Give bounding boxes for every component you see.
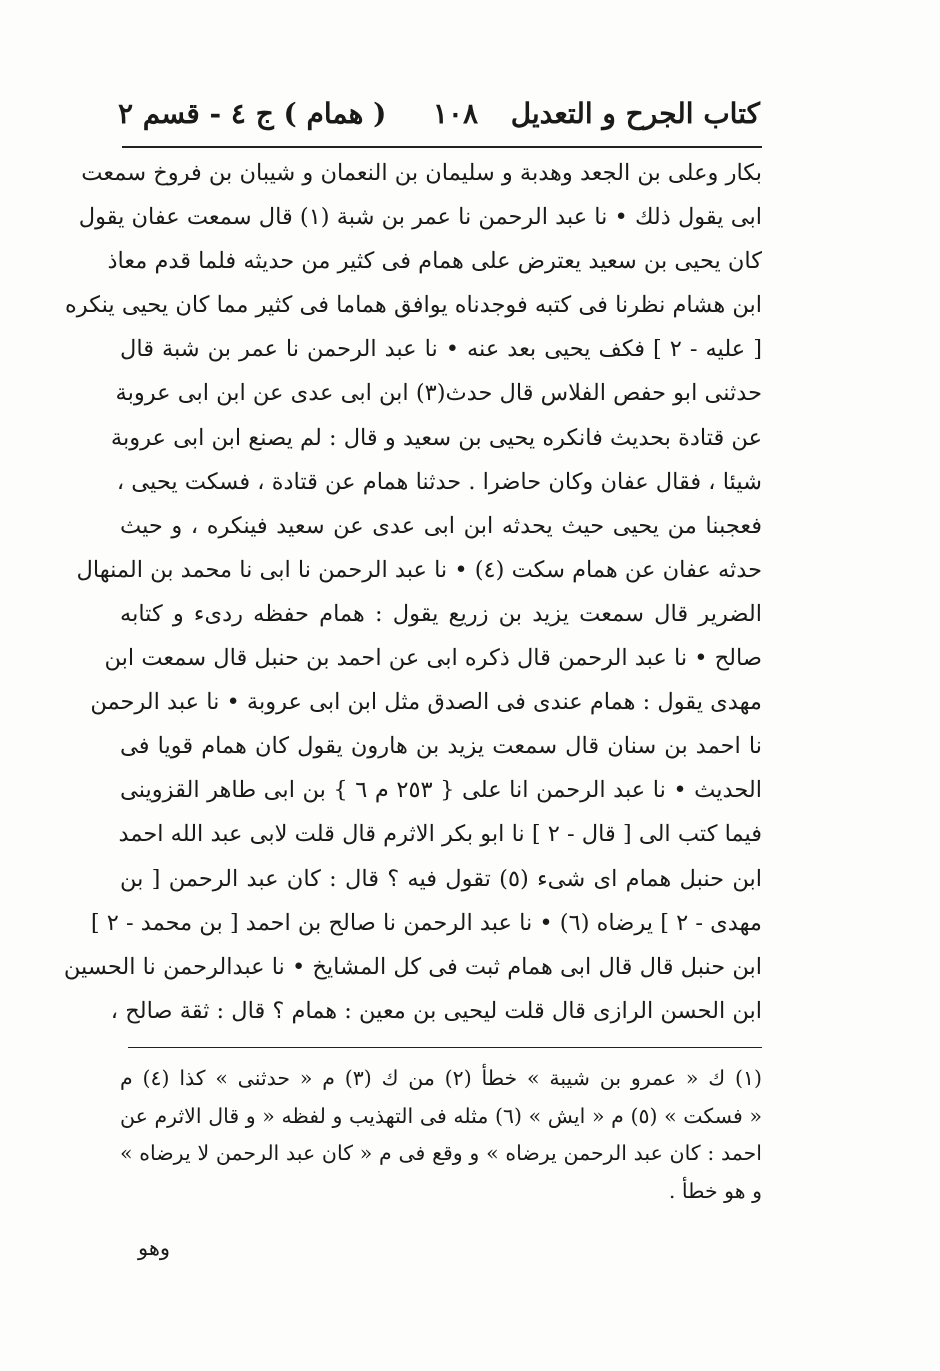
text-line: الضرير قال سمعت يزيد بن زريع يقول : همام حفظه ردىء و كتابه (120, 600, 762, 627)
header-rule (122, 146, 762, 148)
footnotes (120, 1060, 762, 1210)
text-line: ابن الحسن الرازى قال قلت ليحيى بن معين : همام ؟ قال : ثقة صالح ، (110, 997, 762, 1024)
text-line: حدثنى ابو حفص الفلاس قال حدث(٣) ابن ابى عدى عن ابن ابى عروبة (115, 380, 762, 407)
footnote-rule (128, 1047, 762, 1048)
text-line: ابى يقول ذلك • نا عبد الرحمن نا عمر بن شبة (١) قال سمعت عفان يقول (78, 204, 762, 231)
text-line: ابن حنبل قال قال ابى همام ثبت فى كل المشايخ • نا عبدالرحمن نا الحسين (63, 953, 762, 980)
footnote-line: و هو خطأ . (668, 1178, 762, 1203)
footnote-line: احمد : كان عبد الرحمن يرضاه » و وقع فى م « كان عبد الرحمن لا يرضاه » (120, 1141, 762, 1165)
footnote-line: (١) ك « عمرو بن شيبة » خطأ (٢) من ك (٣) م « حدثنى » كذا (٤) م (120, 1066, 762, 1090)
text-line: كان يحيى بن سعيد يعترض على همام فى كثير من حديثه فلما قدم معاذ (107, 248, 762, 275)
text-line: عن قتادة بحديث فانكره يحيى بن سعيد و قال : لم يصنع ابن ابى عروبة (110, 424, 762, 451)
running-header (118, 92, 760, 142)
text-line: مهدى - ٢ ] يرضاه (٦) • نا عبد الرحمن نا صالح بن احمد [ بن محمد - ٢ ] (90, 909, 762, 936)
page-number: ١٠٨ (432, 97, 478, 130)
text-line: مهدى يقول : همام عندى فى الصدق مثل ابن ابى عروبة • نا عبد الرحمن (90, 689, 762, 716)
text-line: شيئا ، فقال عفان وكان حاضرا . حدثنا همام عن قتادة ، فسكت يحيى ، (116, 468, 762, 495)
text-line: صالح • نا عبد الرحمن قال ذكره ابى عن احمد بن حنبل قال سمعت ابن (104, 645, 762, 672)
section-reference: ( همام ) ج ٤ - قسم ٢ (118, 97, 387, 130)
text-line: الحديث • نا عبد الرحمن انا على { ٢٥٣ م ٦ } بن ابى طاهر القزوينى (120, 777, 762, 804)
text-line: فيما كتب الى [ قال - ٢ ] نا ابو بكر الاثرم قال قلت لابى عبد الله احمد (118, 821, 762, 848)
text-line: بكار وعلى بن الجعد وهدبة و سليمان بن النعمان و شيبان بن فروخ سمعت (81, 160, 762, 186)
text-line: [ عليه - ٢ ] فكف يحيى بعد عنه • نا عبد الرحمن نا عمر بن شبة قال (120, 336, 762, 363)
book-title: كتاب الجرح و التعديل (510, 97, 760, 130)
text-line: فعجبنا من يحيى حيث يحدثه ابن ابى عدى عن سعيد فينكره ، و حيث (120, 512, 762, 539)
main-text (63, 151, 762, 1033)
text-line: حدثه عفان عن همام سكت (٤) • نا عبد الرحمن نا ابى نا محمد بن المنهال (76, 556, 762, 583)
footnote-line: « فسكت » (٥) م « ايش » (٦) مثله فى التهذيب و لفظه « و قال الاثرم عن (120, 1103, 762, 1128)
text-line: نا احمد بن سنان قال سمعت يزيد بن هارون يقول كان همام قويا فى (120, 733, 762, 760)
text-line: ابن هشام نظرنا فى كتبه فوجدناه يوافق هماما فى كثير مما كان يحيى ينكره (65, 292, 762, 319)
text-line: ابن حنبل همام اى شىء (٥) تقول فيه ؟ قال : كان عبد الرحمن [ بن (120, 865, 762, 892)
catchword: وهو (138, 1236, 171, 1260)
